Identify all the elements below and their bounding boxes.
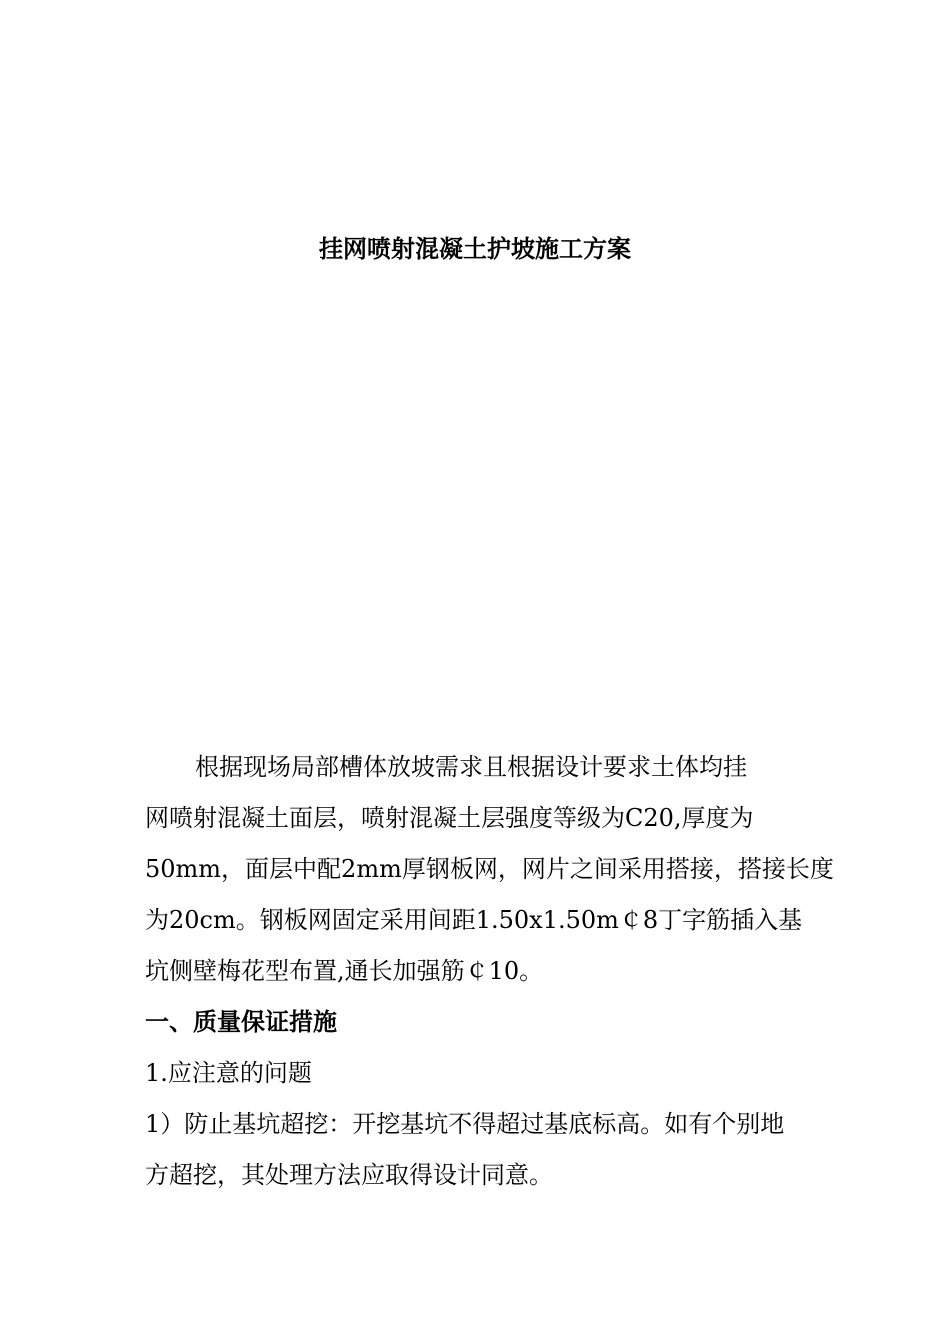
document-body (145, 750, 834, 1209)
list-item-line: 方超挖，其处理方法应取得设计同意。 (145, 1161, 553, 1189)
paragraph-line: 50mm，面层中配2mm厚钢板网，网片之间采用搭接，搭接长度 (145, 855, 834, 883)
paragraph-line: 为20cm。钢板网固定采用间距1.50x1.50m￠8丁字筋插入基 (145, 906, 803, 934)
paragraph-line: 根据现场局部槽体放坡需求且根据设计要求土体均挂 (195, 753, 747, 781)
document-title: 挂网喷射混凝土护坡施工方案 (319, 234, 631, 263)
subsection-heading: 1.应注意的问题 (145, 1059, 312, 1087)
section-heading: 一、质量保证措施 (145, 1007, 337, 1036)
paragraph-line: 网喷射混凝土面层，喷射混凝土层强度等级为C20,厚度为 (145, 804, 754, 832)
paragraph-line: 坑侧壁梅花型布置,通长加强筋￠10。 (145, 957, 544, 985)
list-item-line: 1）防止基坑超挖：开挖基坑不得超过基底标高。如有个别地 (145, 1110, 785, 1138)
